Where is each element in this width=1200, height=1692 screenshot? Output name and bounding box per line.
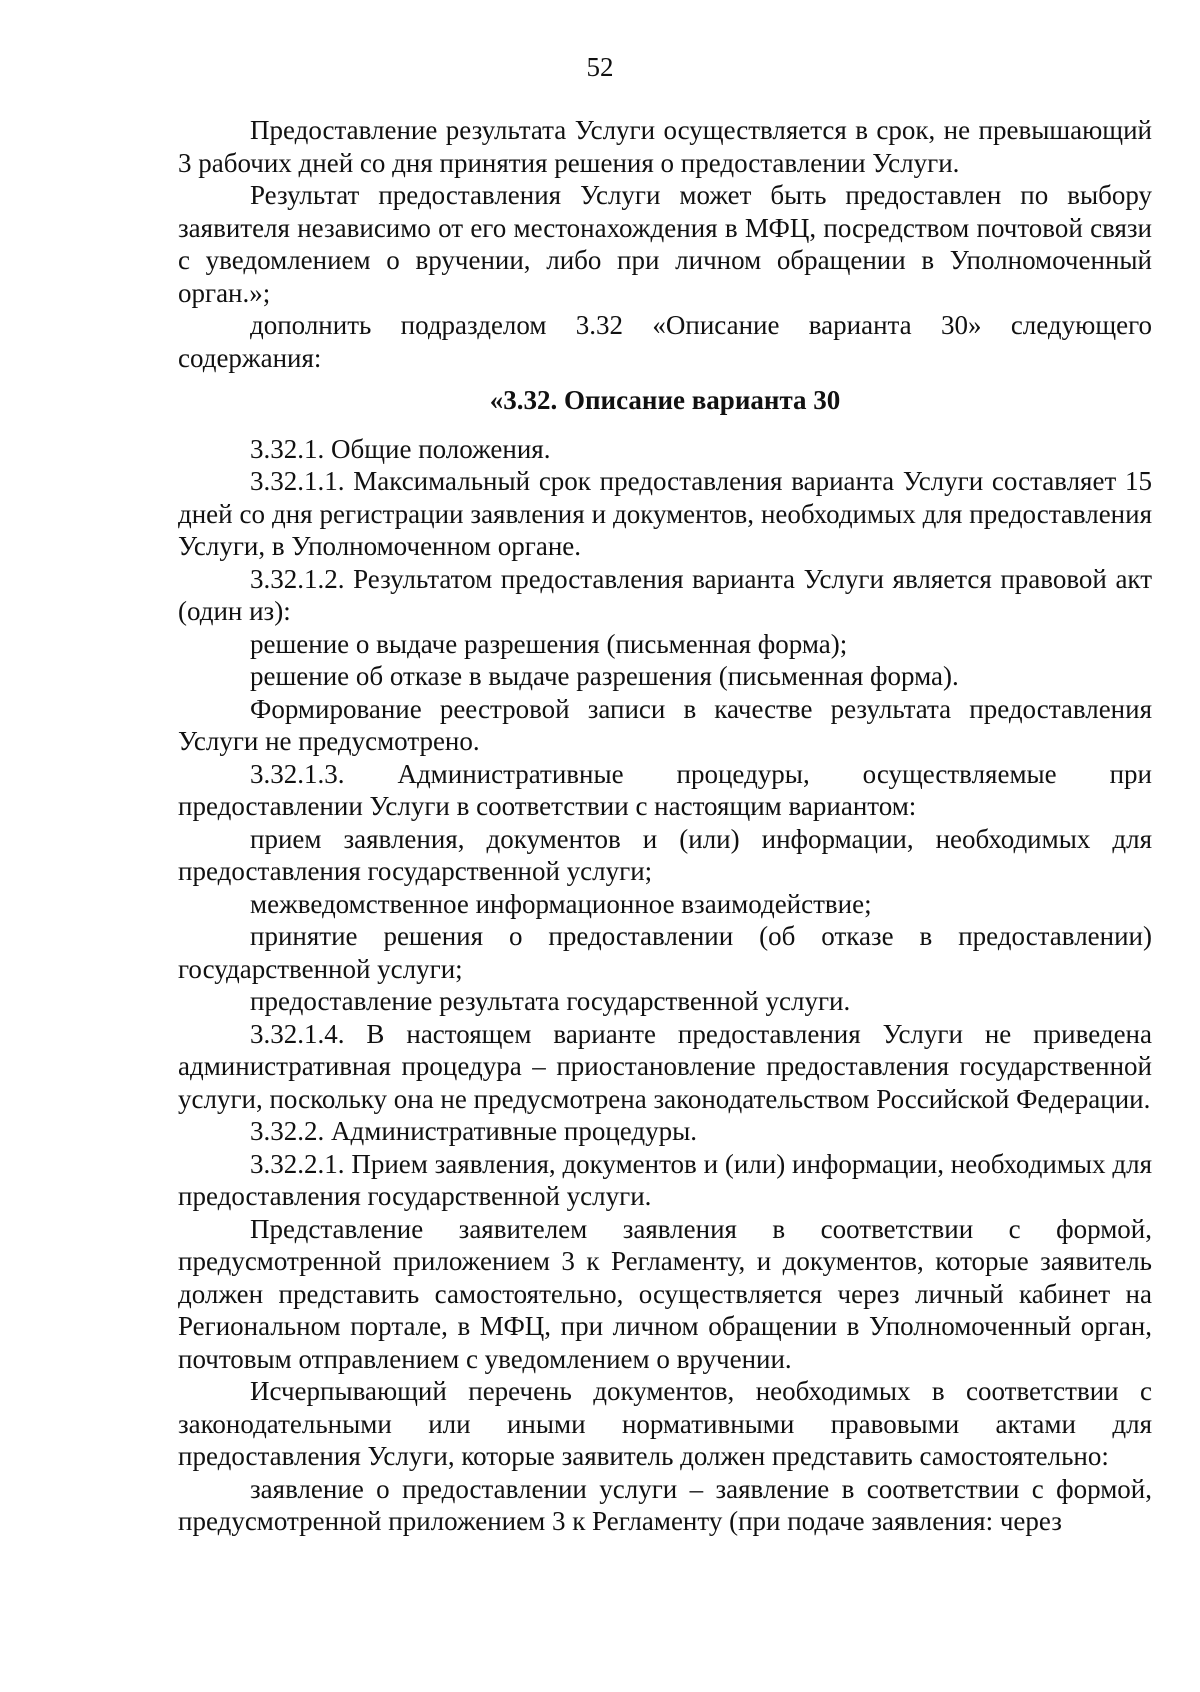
list-item: межведомственное информационное взаимодействие; — [250, 888, 872, 919]
paragraph: 3.32.2.1. Прием заявления, документов и (или) информации, необходимых для предоставления государственной услуги. — [178, 1148, 1152, 1211]
paragraph: Предоставление результата Услуги осуществляется в срок, не превышающий 3 рабочих дней со дня принятия решения о предоставлении Услуги. — [178, 115, 1152, 178]
paragraph: 3.32.1.3. Административные процедуры, осуществляемые при предоставлении Услуги в соответствии с настоящим вариантом: — [178, 758, 1152, 821]
list-item: решение о выдаче разрешения (письменная форма); — [250, 628, 848, 659]
paragraph: Представление заявителем заявления в соответствии с формой, предусмотренной приложением 3 к Регламенту, и документов, которые заявитель должен представить самостоятельно, осуществляется через личный кабинет на Региональном портале, в МФЦ, при личном обращении в Уполномоченный орган, почтовым отправлением с уведомлением о вручении. — [178, 1213, 1152, 1374]
list-item: прием заявления, документов и (или) информации, необходимых для предоставления государственной услуги; — [178, 823, 1152, 886]
page-number: 52 — [586, 52, 614, 82]
paragraph: Формирование реестровой записи в качестве результата предоставления Услуги не предусмотрено. — [178, 693, 1152, 756]
paragraph: Результат предоставления Услуги может быть предоставлен по выбору заявителя независимо от его местонахождения в МФЦ, посредством почтовой связи с уведомлением о вручении, либо при личном обращении в Уполномоченный орган.»; — [178, 180, 1152, 308]
section-heading: «3.32. Описание варианта 30 — [489, 385, 841, 415]
list-item: принятие решения о предоставлении (об отказе в предоставлении) государственной услуги; — [178, 921, 1152, 984]
paragraph: заявление о предоставлении услуги – заявление в соответствии с формой, предусмотренной приложением 3 к Регламенту (при подаче заявления: через — [178, 1473, 1152, 1536]
paragraph: дополнить подразделом 3.32 «Описание варианта 30» следующего содержания: — [178, 310, 1152, 373]
paragraph: 3.32.1. Общие положения. — [250, 433, 551, 464]
paragraph: Исчерпывающий перечень документов, необходимых в соответствии с законодательными или иными нормативными правовыми актами для предоставления Услуги, которые заявитель должен представить самостоятельно: — [178, 1376, 1152, 1471]
document-body — [178, 114, 1152, 1538]
list-item: предоставление результата государственной услуги. — [250, 986, 851, 1016]
list-item: решение об отказе в выдаче разрешения (письменная форма). — [250, 661, 959, 691]
paragraph: 3.32.2. Административные процедуры. — [250, 1116, 698, 1146]
paragraph: 3.32.1.2. Результатом предоставления варианта Услуги является правовой акт (один из): — [178, 563, 1152, 626]
paragraph: 3.32.1.1. Максимальный срок предоставления варианта Услуги составляет 15 дней со дня регистрации заявления и документов, необходимых для предоставления Услуги, в Уполномоченном органе. — [178, 466, 1152, 561]
paragraph: 3.32.1.4. В настоящем варианте предоставления Услуги не приведена административная процедура – приостановление предоставления государственной услуги, поскольку она не предусмотрена законодательством Российской Федерации. — [178, 1018, 1152, 1114]
